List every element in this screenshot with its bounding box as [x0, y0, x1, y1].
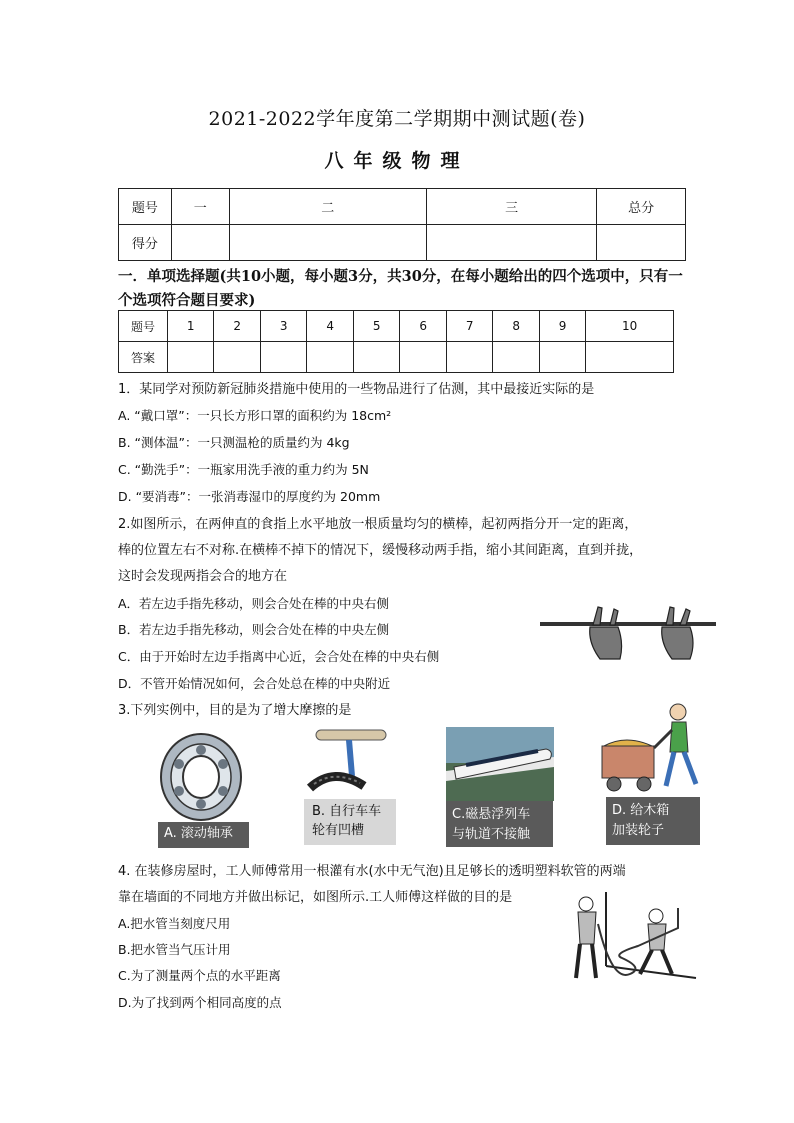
q2-option-b: B．若左边手指先移动，则会合处在棒的中央左侧: [118, 622, 390, 637]
score-table: [118, 188, 686, 261]
question-number: 4: [307, 311, 353, 342]
score-blank[interactable]: [229, 225, 426, 261]
answer-header-label: 题号: [119, 311, 168, 342]
answer-header-row: [119, 311, 674, 342]
exam-title: 2021-2022学年度第二学期期中测试题(卷): [208, 108, 586, 130]
q2-option-c: C．由于开始时左边手指离中心近，会合处在棒的中央右侧: [118, 649, 440, 664]
rod-on-fingers-figure: [538, 603, 718, 663]
question-number: 9: [539, 311, 585, 342]
q2-option-d: D．不管开始情况如何，会合处总在棒的中央附近: [118, 676, 391, 691]
answer-blank[interactable]: [353, 342, 399, 373]
answer-blank[interactable]: [400, 342, 446, 373]
q4-option-b: B.把水管当气压计用: [118, 942, 231, 957]
q2-option-a: A．若左边手指先移动，则会合处在棒的中央右侧: [118, 596, 390, 611]
q3-caption-c-line1: C.磁悬浮列车: [452, 807, 531, 822]
score-cell: 总分: [597, 189, 686, 225]
q4-stem-line: 4. 在装修房屋时，工人师傅常用一根灌有水(水中无气泡)且足够长的透明塑料软管的两端: [118, 864, 626, 879]
q1-option-b: B. “测体温”：一只测温枪的质量约为 4kg: [118, 435, 350, 450]
answer-blank[interactable]: [539, 342, 585, 373]
q3-caption-d-line1: D. 给木箱: [612, 803, 670, 818]
score-cell: 题号: [119, 189, 172, 225]
q4-stem-line: 靠在墙面的不同地方并做出标记，如图所示.工人师傅这样做的目的是: [118, 890, 513, 905]
score-cell: 二: [229, 189, 426, 225]
answer-table: [118, 310, 674, 373]
left-hand-icon: [590, 607, 622, 659]
score-table-score-row: [119, 225, 686, 261]
question-number: 10: [586, 311, 674, 342]
answer-blank[interactable]: [493, 342, 539, 373]
exam-subtitle: 八年级物理: [324, 150, 470, 172]
answer-blank[interactable]: [307, 342, 353, 373]
question-number: 8: [493, 311, 539, 342]
rod-shape: [540, 622, 716, 626]
answer-row: [119, 342, 674, 373]
section-heading: 一．单项选择题(共10小题，每小题3分，共30分，在每小题给出的四个选项中，只有一个选项符合题目要求): [118, 268, 683, 309]
score-table-header-row: [119, 189, 686, 225]
score-blank[interactable]: [426, 225, 596, 261]
q2-stem-line: 棒的位置左右不对称.在横棒不掉下的情况下，缓慢移动两手指，缩小其间距离，直到并拢，: [118, 543, 643, 558]
q1-stem: 1．某同学对预防新冠肺炎措施中使用的一些物品进行了估测，其中最接近实际的是: [118, 382, 595, 397]
answer-label: 答案: [119, 342, 168, 373]
answer-blank[interactable]: [446, 342, 492, 373]
q3-caption-d: [606, 797, 700, 845]
q3-caption-c-line2: 与轨道不接触: [452, 827, 531, 842]
answer-blank[interactable]: [214, 342, 260, 373]
q3-caption-a: A. 滚动轴承: [158, 822, 249, 848]
q1-option-a: A. “戴口罩”：一只长方形口罩的面积约为 18cm²: [118, 408, 392, 423]
right-hand-icon: [662, 607, 693, 659]
q1-option-d: D. “要消毒”：一张消毒湿巾的厚度约为 20mm: [118, 489, 381, 504]
answer-blank[interactable]: [586, 342, 674, 373]
score-label: 得分: [119, 225, 172, 261]
q3-caption-d-line2: 加装轮子: [612, 823, 665, 838]
q4-option-a: A.把水管当刻度尺用: [118, 916, 231, 931]
ball-bearing-figure: [158, 731, 244, 823]
answer-blank[interactable]: [168, 342, 214, 373]
question-number: 1: [168, 311, 214, 342]
maglev-train-figure: [446, 727, 554, 801]
question-number: 2: [214, 311, 260, 342]
score-blank[interactable]: [171, 225, 229, 261]
score-cell: 三: [426, 189, 596, 225]
question-number: 3: [260, 311, 306, 342]
q2-stem-line: 2.如图所示，在两伸直的食指上水平地放一根质量均匀的横棒，起初两指分开一定的距离，: [118, 517, 638, 532]
bicycle-wheel-figure: [304, 726, 398, 798]
q3-caption-b: [304, 799, 396, 845]
question-number: 7: [446, 311, 492, 342]
q4-option-d: D.为了找到两个相同高度的点: [118, 995, 282, 1010]
cart-pushing-figure: [596, 700, 710, 796]
score-cell: 一: [171, 189, 229, 225]
question-number: 5: [353, 311, 399, 342]
q1-option-c: C. “勤洗手”：一瓶家用洗手液的重力约为 5N: [118, 462, 369, 477]
q3-caption-b-line2: 轮有凹槽: [312, 823, 365, 838]
q3-stem: 3.下列实例中，目的是为了增大摩擦的是: [118, 703, 352, 718]
q3-caption-b-line1: B. 自行车车: [312, 804, 382, 819]
q4-option-c: C.为了测量两个点的水平距离: [118, 968, 281, 983]
question-number: 6: [400, 311, 446, 342]
q2-stem-line: 这时会发现两指会合的地方在: [118, 569, 288, 584]
q3-caption-c: [446, 801, 553, 847]
answer-blank[interactable]: [260, 342, 306, 373]
score-blank[interactable]: [597, 225, 686, 261]
workers-water-tube-figure: [568, 888, 698, 990]
